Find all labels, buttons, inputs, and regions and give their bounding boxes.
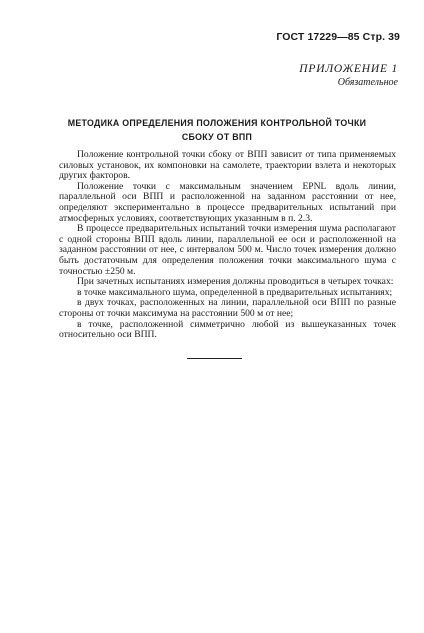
paragraph: Положение контрольной точки сбоку от ВПП зависит от типа применяемых силовых установок, их компоновки на самолете, траектории взлета и некоторых других факторов. xyxy=(59,149,396,182)
paragraph: При зачетных испытаниях измерения должны проводиться в четырех точках: xyxy=(77,276,394,288)
list-item: в точке максимального шума, определенной в предварительных испытаниях; xyxy=(77,286,393,298)
list-item: в двух точках, расположенных на линии, параллельной оси ВПП по разные стороны от точки максимума на расстоянии 500 м от нее; xyxy=(59,297,396,319)
list-item: в точке, расположенной симметрично любой из вышеуказанных точек относительно оси ВПП. xyxy=(59,318,396,341)
appendix-title: ПРИЛОЖЕНИЕ 1 xyxy=(299,63,398,75)
document-title-line-1: МЕТОДИКА ОПРЕДЕЛЕНИЯ ПОЛОЖЕНИЯ КОНТРОЛЬНОЙ ТОЧКИ xyxy=(67,118,367,128)
document-title-line-2: СБОКУ ОТ ВПП xyxy=(181,132,253,142)
page-header: ГОСТ 17229—85 Стр. 39 xyxy=(276,31,400,43)
paragraph: Положение точки с максимальным значением EPNL вдоль линии, параллельной оси ВПП и расположенной на заданном расстоянии от нее, определяют экспериментально в процессе предварительных испытаний при атмосферных условиях, соответствующих указанным в п. 2.3. xyxy=(59,180,396,224)
appendix-subtitle: Обязательное xyxy=(337,77,398,88)
appendix-label xyxy=(299,62,398,90)
document-title xyxy=(40,116,394,144)
end-divider xyxy=(187,358,242,359)
body-text xyxy=(59,150,396,341)
paragraph: В процессе предварительных испытаний точки измерения шума располагают с одной стороны ВПП вдоль линии, параллельной ее оси и расположенной на заданном расстоянии от нее, с интервалом 500 м. Число точек измерения должно быть достаточным для определения положения точки максимального шума с точностью ±250 м. xyxy=(59,223,396,277)
